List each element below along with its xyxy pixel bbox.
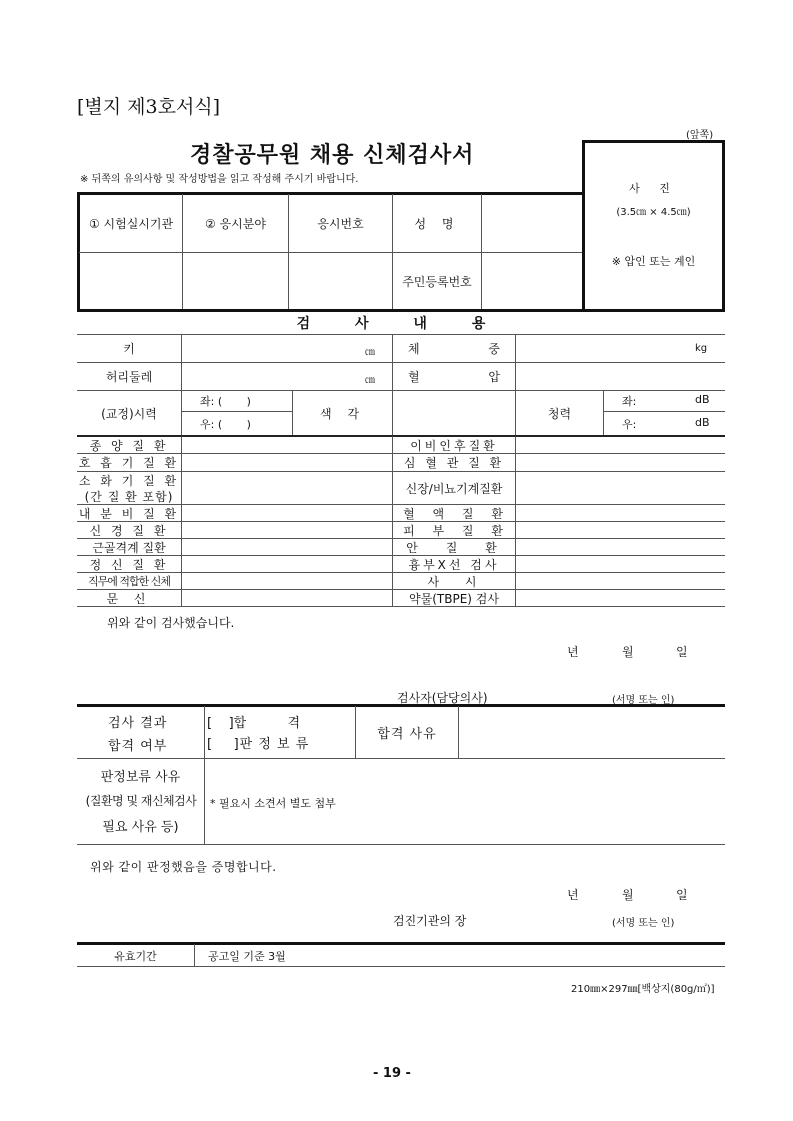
examiner-sign-note: (서명 또는 인) xyxy=(612,695,675,706)
instruction-notice: ※ 뒤쪽의 유의사항 및 작성방법을 읽고 작성해 주시기 바랍니다. xyxy=(80,174,359,185)
disease-cardiovascular: 심 혈 관 질 환 xyxy=(403,456,505,470)
disease-digestive: 소 화 기 질 환 xyxy=(78,473,180,488)
photo-label: 사 진 xyxy=(629,182,678,195)
name-label: 성 명 xyxy=(414,217,460,231)
disease-endocrine: 내 분 비 질 환 xyxy=(78,506,180,521)
pending-reason-detail-2: 필요 사유 등) xyxy=(102,820,179,835)
judgment-year-label: 년 xyxy=(567,888,579,902)
pending-reason-label: 판정보류 사유 xyxy=(100,770,181,785)
resident-number-field[interactable] xyxy=(482,253,581,309)
disease-mental: 정 신 질 환 xyxy=(89,557,169,572)
hearing-right-unit: dB xyxy=(695,416,710,429)
weight-label: 체 xyxy=(408,342,420,356)
resident-number-label: 주민등록번호 xyxy=(402,274,472,289)
head-sign-note: (서명 또는 인) xyxy=(612,918,675,929)
height-label: 키 xyxy=(123,342,135,356)
pending-option[interactable]: [ ]판 정 보 류 xyxy=(207,737,310,752)
page-number: - 19 - xyxy=(373,1066,411,1081)
vision-left: 좌: ( ) xyxy=(200,395,251,408)
examiner-label: 검사자(담당의사) xyxy=(397,691,488,705)
field-label: ② 응시분야 xyxy=(205,217,266,231)
blood-pressure-label: 혈 xyxy=(408,370,420,384)
vision-label: (교정)시력 xyxy=(101,406,157,421)
judgment-day-label: 일 xyxy=(676,888,688,902)
disease-renal: 신장/비뇨기계질환 xyxy=(405,481,503,496)
job-fitness: 직무에 적합한 신체 xyxy=(87,575,170,588)
tattoo: 문 신 xyxy=(106,591,152,606)
exam-month-label: 월 xyxy=(622,645,634,659)
pass-status-label: 합격 여부 xyxy=(108,739,168,754)
disease-tumor: 종 양 질 환 xyxy=(89,438,169,453)
exam-number-field[interactable] xyxy=(289,253,392,309)
head-of-institution-label: 검진기관의 장 xyxy=(393,914,467,928)
weight-unit: kg xyxy=(695,343,708,354)
seal-note: ※ 압인 또는 계인 xyxy=(611,255,696,268)
disease-liver: (간 질 환 포함) xyxy=(84,489,174,504)
disease-neurological: 신 경 질 환 xyxy=(89,523,169,538)
chest-xray: 흉부X선 검사 xyxy=(408,557,500,572)
hearing-right: 우: xyxy=(622,418,637,431)
color-sense-label: 색 각 xyxy=(320,406,365,421)
exam-statement: 위와 같이 검사했습니다. xyxy=(107,616,235,630)
disease-blood: 혈 액 질 환 xyxy=(403,506,505,521)
result-label: 검사 결과 xyxy=(108,716,168,731)
hearing-left: 좌: xyxy=(622,395,637,408)
name-field[interactable] xyxy=(482,195,581,252)
exam-section-title: 검 사 내 용 xyxy=(296,316,506,332)
agency-label: ① 시험실시기관 xyxy=(88,217,174,231)
validity-value: 공고일 기준 3월 xyxy=(208,949,286,963)
pending-reason-detail: (질환명 및 재신체검사 xyxy=(85,794,197,808)
pass-reason-field[interactable] xyxy=(459,706,723,758)
waist-label: 허리둘레 xyxy=(105,370,153,384)
disease-ent: 이비인후질환 xyxy=(410,438,498,453)
strabismus: 사 시 xyxy=(427,574,481,589)
photo-size: (3.5㎝ × 4.5㎝) xyxy=(616,207,691,218)
hearing-label: 청력 xyxy=(547,406,572,421)
front-side-label: (앞쪽) xyxy=(686,130,714,141)
blood-pressure-label-cell: 혈 압 xyxy=(408,370,500,384)
waist-unit: ㎝ xyxy=(365,375,375,386)
pass-option[interactable]: [ ]합 격 xyxy=(207,716,301,731)
disease-skin: 피 부 질 환 xyxy=(403,523,505,538)
agency-field[interactable] xyxy=(80,253,182,309)
vision-right: 우: ( ) xyxy=(200,418,251,431)
judgment-statement: 위와 같이 판정했음을 증명합니다. xyxy=(90,860,277,874)
weight-label-cell: 체 중 xyxy=(408,342,500,356)
hearing-left-unit: dB xyxy=(695,393,710,406)
attach-note: * 필요시 소견서 별도 첨부 xyxy=(210,797,336,810)
paper-spec: 210㎜×297㎜[백상지(80g/㎡)] xyxy=(571,984,715,995)
pass-reason-label: 합격 사유 xyxy=(377,726,437,742)
exam-day-label: 일 xyxy=(676,645,688,659)
disease-respiratory: 호 흡 기 질 환 xyxy=(78,456,180,470)
drug-test: 약물(TBPE) 검사 xyxy=(409,591,499,606)
exam-year-label: 년 xyxy=(567,645,579,659)
judgment-month-label: 월 xyxy=(622,888,634,902)
validity-label: 유효기간 xyxy=(114,949,157,963)
disease-musculoskeletal: 근골격계 질환 xyxy=(92,540,166,555)
field-field[interactable] xyxy=(183,253,288,309)
exam-number-label: 응시번호 xyxy=(317,217,364,231)
form-title: 경찰공무원 채용 신체검사서 xyxy=(190,143,475,168)
disease-eye: 안 질 환 xyxy=(406,540,502,555)
height-unit: ㎝ xyxy=(365,347,375,358)
form-number-label: [별지 제3호서식] xyxy=(77,96,221,118)
